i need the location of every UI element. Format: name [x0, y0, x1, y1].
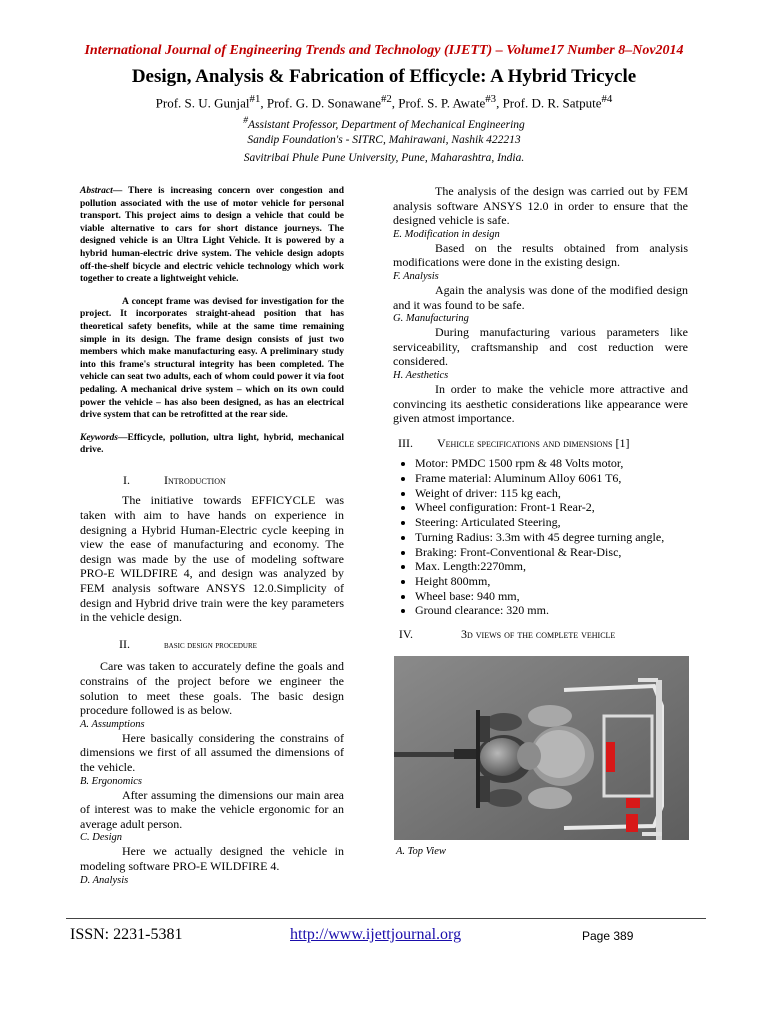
fanalysis-text: Again the analysis was done of the modified design and it was found to be safe. — [393, 282, 688, 312]
right-column — [393, 184, 688, 648]
journal-header: International Journal of Engineering Trends and Technology (IJETT) – Volume17 Number 8–Nov2014 — [84, 43, 684, 58]
page-number: Page 389 — [582, 929, 634, 943]
affiliation-line: Sandip Foundation's - SITRC, Mahirawani, Nashik 422213 — [247, 134, 521, 146]
keywords — [80, 432, 344, 457]
subsection-heading: D. Analysis — [80, 874, 129, 886]
basic-text: Care was taken to accurately define the goals and constrains of the project before we engineer the solution to meet these goals. The basic design procedure followed is as below. — [80, 659, 344, 718]
spec-item: • Weight of driver: 115 kg each, — [415, 486, 688, 501]
author-name: Prof. G. D. Sonawane — [266, 95, 381, 111]
section-heading-basic — [80, 637, 344, 654]
vehicle-render — [394, 656, 689, 840]
subsection-heading: B. Ergonomics — [80, 775, 143, 787]
spec-item: • Wheel configuration: Front-1 Rear-2, — [415, 500, 688, 515]
section-number: III. — [398, 435, 413, 450]
spec-item: • Braking: Front-Conventional & Rear-Disc, — [415, 545, 688, 560]
section-number: I. — [123, 472, 130, 487]
issn: ISSN: 2231-5381 — [70, 926, 183, 943]
spec-list — [393, 456, 688, 618]
subsection-heading: A. Assumptions — [80, 718, 145, 730]
affiliation-line: Savitribai Phule Pune University, Pune, Maharashtra, India. — [243, 152, 525, 164]
author-mark: #4 — [601, 93, 613, 105]
keywords-label: Keywords — [80, 432, 118, 443]
subsection-heading: E. Modification in design — [393, 228, 500, 240]
author-list: Prof. S. U. Gunjal$^{\#1}$, Prof. G. D. Sonawane$^{\#2}$, Prof. S. P. Awate$^{\#3}$, Prof. D. R. Satpute$^{\#4}$ — [155, 93, 613, 111]
author-name: Prof. S. U. Gunjal — [155, 95, 250, 111]
section-heading-views — [393, 627, 688, 642]
spec-item: • Height 800mm, — [415, 574, 688, 589]
assumptions-text: Here basically considering the constrains of dimensions we first of all assumed the dimensions of the vehicle. — [80, 730, 344, 774]
abstract — [80, 185, 344, 286]
modification-text: Based on the results obtained from analysis modifications were done in the existing design. — [393, 240, 688, 270]
spec-item: • Motor: PMDC 1500 rpm & 48 Volts motor, — [415, 456, 688, 471]
spec-item: • Turning Radius: 3.3m with 45 degree turning angle, — [415, 530, 688, 545]
spec-item: • Ground clearance: 320 mm. — [415, 603, 688, 618]
spec-item: • Max. Length:2270mm, — [415, 559, 688, 574]
author-name: Prof. D. R. Satpute — [502, 95, 602, 111]
section-heading-specs — [393, 436, 688, 451]
author-name: Prof. S. P. Awate — [398, 95, 486, 111]
subsection-heading: H. Aesthetics — [393, 369, 449, 381]
author-mark: #3 — [485, 93, 497, 105]
affiliation-line — [0, 115, 768, 131]
section-number: IV. — [398, 627, 413, 642]
abstract-label: Abstract — [80, 186, 113, 196]
subsection-heading: C. Design — [80, 832, 122, 844]
spec-item: • Wheel base: 940 mm, — [415, 589, 688, 604]
affiliation-mark: # — [243, 115, 248, 126]
footer-rule — [66, 918, 706, 919]
author-mark: #1 — [249, 93, 261, 105]
paper-title: Design, Analysis & Fabrication of Efficycle: A Hybrid Tricycle — [131, 66, 637, 87]
keywords-text: —Efficycle, pollution, ultra light, hybrid, mechanical drive. — [80, 432, 344, 456]
section-title: Vehicle specifications and dimensions [1] — [437, 435, 630, 450]
section-title: 3d views of the complete vehicle — [461, 627, 616, 642]
manufacturing-text: During manufacturing various parameters like serviceability, craftsmanship and cost reduction were considered. — [393, 325, 688, 369]
ergonomics-text: After assuming the dimensions our main area of interest was to make the vehicle ergonomic for an average adult person. — [80, 787, 344, 831]
section-title: basic design procedure — [164, 639, 257, 651]
left-column — [80, 185, 344, 887]
section-number: II. — [119, 636, 130, 651]
spec-item: • Steering: Articulated Steering, — [415, 515, 688, 530]
author-mark: #2 — [380, 93, 392, 105]
vehicle-top-view-figure — [394, 656, 689, 840]
subsection-heading: G. Manufacturing — [393, 313, 469, 325]
section-heading-intro — [80, 473, 344, 488]
analysis-text: The analysis of the design was carried out by FEM analysis software ANSYS 12.0 in order to ensure that the designed vehicle is safe. — [393, 184, 688, 228]
abstract-text: — There is increasing concern over congestion and pollution associated with the use of motor vehicle for personal transport. This project aims to design a vehicle that could be viable alternative to cars for short distance journeys. The designed vehicle is an Ultra Light Vehicle. It is powered by a hybrid human-electric drive system. The vehicle design adopts off-the-shelf bicycle and electric vehicle technology which work together to create a lightweight vehicle. — [80, 186, 344, 285]
affiliation-text: Assistant Professor, Department of Mechanical Engineering — [247, 118, 525, 131]
figure-caption: A. Top View — [396, 846, 446, 857]
intro-text: The initiative towards EFFICYCLE was taken with aim to have hands on experience in designing a Hybrid Human-Electric cycle keeping in view the ease of manufacturing and economy. The design was made by the use of modeling software PRO-E WILDFIRE 4, and design was analyzed by FEM analysis software ANSYS 12.0.Simplicity of design and Hybrid drive train were the key parameters in the vehicle design. — [80, 493, 344, 625]
aesthetics-text: In order to make the vehicle more attractive and convincing its aesthetic considerations like appearance were given atmost importance. — [393, 381, 688, 426]
spec-item: • Frame material: Aluminum Alloy 6061 T6, — [415, 471, 688, 486]
design-text: Here we actually designed the vehicle in modeling software PRO-E WILDFIRE 4. — [80, 844, 344, 873]
abstract-paragraph-2: A concept frame was devised for investigation for the project. It incorporates straight-ahead position that has theoretical safety benefits, while at the same time remaining simple in its design. The frame design consists of just two members which make manufacturing easy. A preliminary study into this frame's structural integrity has been completed. The vehicle can seat two adults, each of whom could power it via foot pedaling. A mechanical drive system – which on its own could power the vehicle – has also been designed, as has an electrical drive system that can be retrofitted at the rear side. — [80, 296, 344, 421]
subsection-heading: F. Analysis — [393, 270, 439, 282]
section-title: Introduction — [164, 472, 226, 487]
journal-url-link[interactable]: http://www.ijettjournal.org — [290, 926, 462, 943]
